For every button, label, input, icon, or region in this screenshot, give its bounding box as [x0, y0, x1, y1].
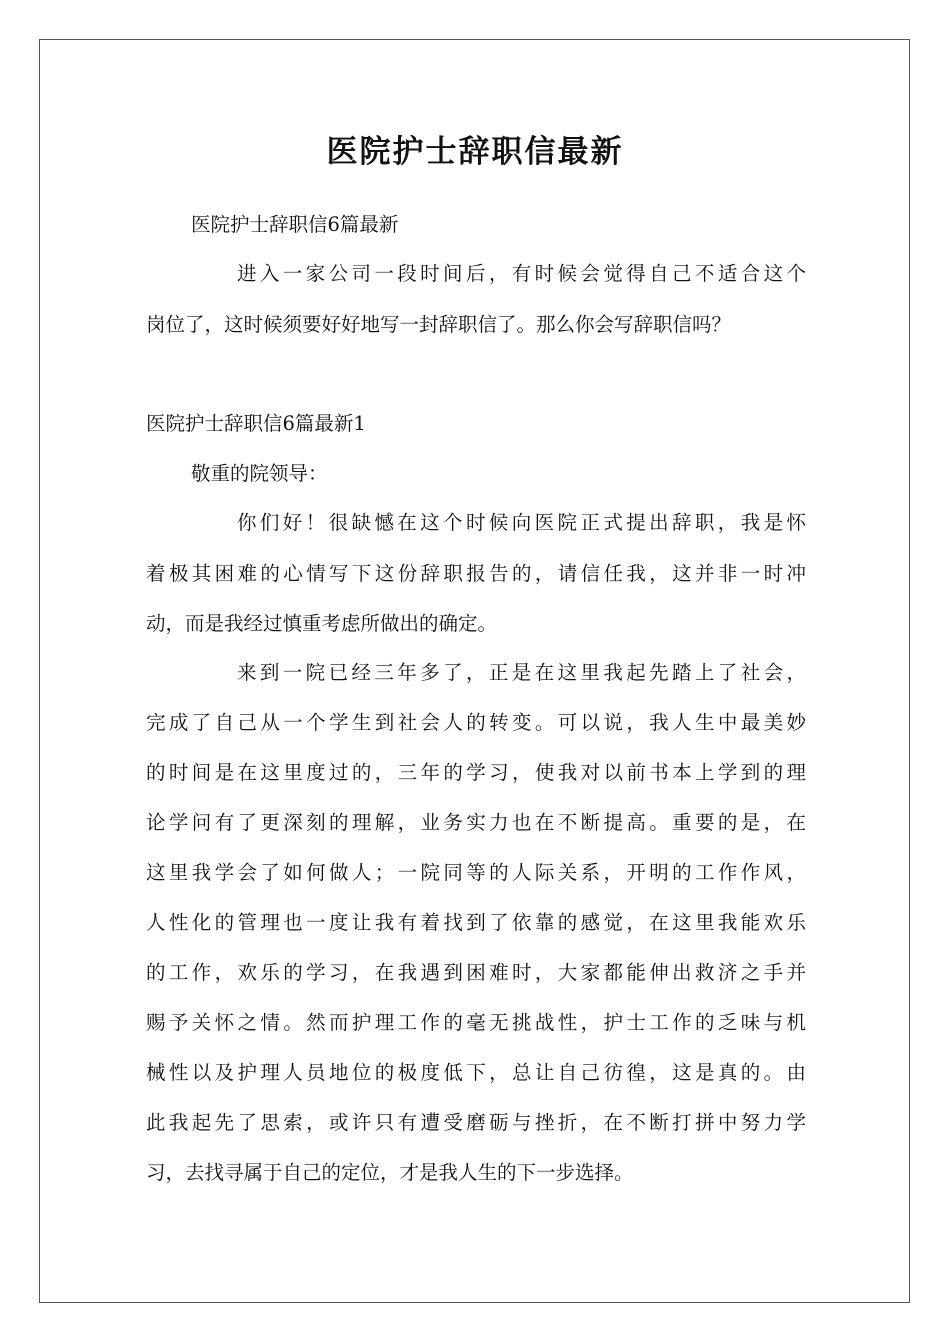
paragraph2-line: 人性化的管理也一度让我有着找到了依靠的感觉，在这里我能欢乐 — [146, 911, 806, 934]
intro-line-1: 进入一家公司一段时间后，有时候会觉得自己不适合这个 — [237, 262, 806, 285]
intro-line-2: 岗位了，这时候须要好好地写一封辞职信了。那么你会写辞职信吗？ — [146, 313, 732, 336]
salutation: 敬重的院领导： — [191, 462, 328, 485]
paragraph1-line: 动，而是我经过慎重考虑所做出的确定。 — [146, 612, 498, 635]
paragraph2-line: 的工作，欢乐的学习，在我遇到困难时，大家都能伸出救济之手并 — [146, 961, 806, 984]
paragraph2-line: 的时间是在这里度过的，三年的学习，使我对以前书本上学到的理 — [146, 761, 806, 784]
paragraph2-line: 此我起先了思索，或许只有遭受磨砺与挫折，在不断打拼中努力学 — [146, 1111, 806, 1134]
paragraph2-line: 这里我学会了如何做人；一院同等的人际关系，开明的工作作风， — [146, 861, 806, 884]
paragraph1-line: 你们好！很缺憾在这个时候向医院正式提出辞职，我是怀 — [237, 511, 806, 534]
paragraph2-line: 习，去找寻属于自己的定位，才是我人生的下一步选择。 — [146, 1161, 634, 1184]
paragraph2-line: 来到一院已经三年多了，正是在这里我起先踏上了社会， — [237, 661, 806, 684]
paragraph2-line: 赐予关怀之情。然而护理工作的毫无挑战性，护士工作的乏味与机 — [146, 1011, 806, 1034]
document-title: 医院护士辞职信最新 — [326, 134, 624, 170]
section-heading: 医院护士辞职信6篇最新1 — [146, 412, 366, 435]
paragraph2-line: 论学问有了更深刻的理解，业务实力也在不断提高。重要的是，在 — [146, 811, 806, 834]
paragraph2-line: 完成了自己从一个学生到社会人的转变。可以说，我人生中最美妙 — [146, 711, 806, 734]
paragraph2-line: 械性以及护理人员地位的极度低下，总让自己彷徨，这是真的。由 — [146, 1061, 806, 1084]
paragraph1-line: 着极其困难的心情写下这份辞职报告的，请信任我，这并非一时冲 — [146, 562, 806, 585]
document-subtitle: 医院护士辞职信6篇最新 — [191, 213, 399, 236]
